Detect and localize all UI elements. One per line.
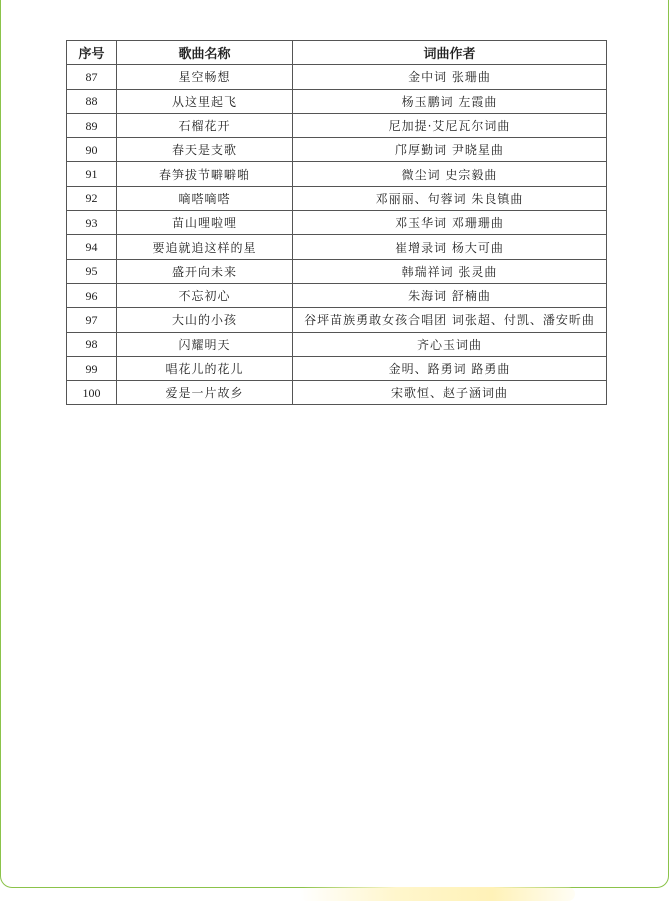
row-number: 100: [67, 381, 117, 405]
table-row: [67, 259, 607, 283]
row-number: 92: [67, 186, 117, 210]
song-title: 春笋拔节噼噼啪: [117, 162, 293, 186]
table-row: [67, 356, 607, 380]
row-number: 90: [67, 138, 117, 162]
song-title: 石榴花开: [117, 113, 293, 137]
row-number: 97: [67, 308, 117, 332]
table-header-row: [67, 41, 607, 65]
table-row: [67, 332, 607, 356]
row-number: 88: [67, 89, 117, 113]
table-row: [67, 65, 607, 89]
row-number: 93: [67, 211, 117, 235]
song-credits: 金明、路勇词 路勇曲: [293, 356, 607, 380]
header-number: 序号: [67, 41, 117, 65]
song-title: 苗山哩啦哩: [117, 211, 293, 235]
table-row: [67, 211, 607, 235]
table-row: [67, 283, 607, 307]
song-credits: 杨玉鹏词 左霞曲: [293, 89, 607, 113]
song-credits: 崔增录词 杨大可曲: [293, 235, 607, 259]
song-credits: 邓丽丽、句蓉词 朱良镇曲: [293, 186, 607, 210]
song-credits: 尼加提·艾尼瓦尔词曲: [293, 113, 607, 137]
row-number: 98: [67, 332, 117, 356]
row-number: 95: [67, 259, 117, 283]
row-number: 87: [67, 65, 117, 89]
song-title: 不忘初心: [117, 283, 293, 307]
table-body: [67, 65, 607, 405]
row-number: 96: [67, 283, 117, 307]
table-row: [67, 308, 607, 332]
song-title: 星空畅想: [117, 65, 293, 89]
song-credits: 韩瑞祥词 张灵曲: [293, 259, 607, 283]
song-title: 大山的小孩: [117, 308, 293, 332]
song-credits: 宋歌恒、赵子涵词曲: [293, 381, 607, 405]
row-number: 94: [67, 235, 117, 259]
row-number: 91: [67, 162, 117, 186]
table-header: [67, 41, 607, 65]
song-credits: 谷坪苗族勇敢女孩合唱团 词张超、付凯、潘安昕曲: [293, 308, 607, 332]
song-list-table: [66, 40, 607, 405]
song-credits: 邝厚勤词 尹晓星曲: [293, 138, 607, 162]
song-credits: 金中词 张珊曲: [293, 65, 607, 89]
song-credits: 邓玉华词 邓珊珊曲: [293, 211, 607, 235]
song-title: 唱花儿的花儿: [117, 356, 293, 380]
table-row: [67, 381, 607, 405]
song-title: 闪耀明天: [117, 332, 293, 356]
song-title: 爱是一片故乡: [117, 381, 293, 405]
song-title: 嘀嗒嘀嗒: [117, 186, 293, 210]
song-title: 盛开向未来: [117, 259, 293, 283]
table-row: [67, 162, 607, 186]
table-row: [67, 235, 607, 259]
row-number: 99: [67, 356, 117, 380]
song-title: 从这里起飞: [117, 89, 293, 113]
song-title: 要追就追这样的星: [117, 235, 293, 259]
footer-decoration: [300, 887, 575, 901]
song-credits: 朱海词 舒楠曲: [293, 283, 607, 307]
song-title: 春天是支歌: [117, 138, 293, 162]
row-number: 89: [67, 113, 117, 137]
table-row: [67, 89, 607, 113]
header-credits: 词曲作者: [293, 41, 607, 65]
song-credits: 微尘词 史宗毅曲: [293, 162, 607, 186]
header-title: 歌曲名称: [117, 41, 293, 65]
song-credits: 齐心玉词曲: [293, 332, 607, 356]
table-row: [67, 138, 607, 162]
table-row: [67, 186, 607, 210]
table-row: [67, 113, 607, 137]
